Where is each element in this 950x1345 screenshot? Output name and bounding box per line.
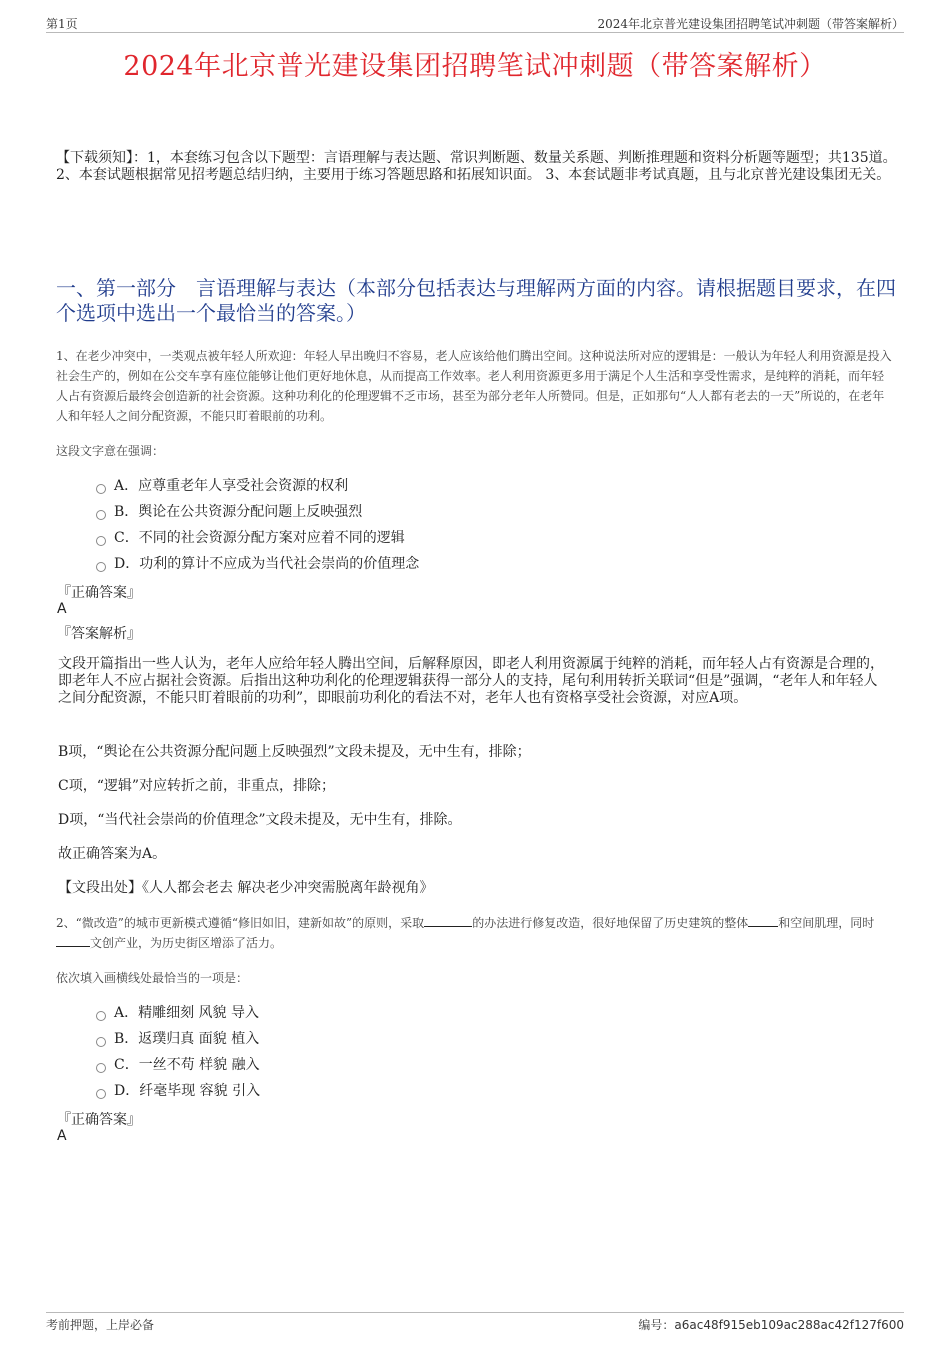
- radio-icon[interactable]: [96, 510, 106, 520]
- fill-blank: [424, 913, 472, 927]
- section-heading: 一、第一部分 言语理解与表达（本部分包括表达与理解两方面的内容。请根据题目要求，在四个选项中选出一个最恰当的答案。）: [56, 276, 896, 325]
- analysis-label: 『答案解析』: [57, 626, 141, 642]
- document-code: [638, 1316, 904, 1333]
- correct-answer: A: [57, 1128, 67, 1144]
- question-2-passage: [56, 913, 894, 953]
- question-1-passage: 1、在老少冲突中，一类观点被年轻人所欢迎：年轻人早出晚归不容易，老人应该给他们腾出空间。这种说法所对应的逻辑是：一般认为年轻人利用资源是投入社会生产的，例如在公交车享有座位能够让他们更好地休息，从而提高工作效率。老人利用资源更多用于满足个人生活和享受性需求，是纯粹的消耗，而年轻人占有资源后最终会创造新的社会资源。这种功利化的伦理逻辑不乏市场，甚至为部分老年人所赞同。但是，正如那句“人人都有老去的一天”所说的，在老年人和年轻人之间分配资源，不能只盯着眼前的功利。: [56, 349, 892, 423]
- radio-icon[interactable]: [96, 484, 106, 494]
- footer-slogan: 考前押题，上岸必备: [46, 1318, 155, 1332]
- option-label: D．功利的算计不应成为当代社会崇尚的价值理念: [114, 556, 420, 572]
- radio-icon[interactable]: [96, 1037, 106, 1047]
- passage-text: 和空间肌理，同时: [778, 916, 875, 930]
- fill-blank: [56, 933, 90, 947]
- header-doc-title: 2024年北京普光建设集团招聘笔试冲刺题（带答案解析）: [597, 17, 904, 31]
- correct-answer-label: 『正确答案』: [57, 585, 141, 601]
- option-label: A．应尊重老年人享受社会资源的权利: [114, 478, 349, 494]
- passage-text: 文创产业，为历史街区增添了活力。: [90, 936, 283, 950]
- radio-icon[interactable]: [96, 562, 106, 572]
- radio-icon[interactable]: [96, 1011, 106, 1021]
- analysis-paragraph-b: B项，“舆论在公共资源分配问题上反映强烈”文段未提及，无中生有，排除；: [58, 744, 531, 760]
- radio-icon[interactable]: [96, 1063, 106, 1073]
- option-label: B．舆论在公共资源分配问题上反映强烈: [114, 504, 363, 520]
- question-1-prompt: 这段文字意在强调：: [56, 444, 165, 458]
- analysis-paragraph-c: C项，“逻辑”对应转折之前，非重点，排除；: [58, 778, 336, 794]
- correct-answer: A: [57, 601, 67, 617]
- correct-answer-label: 『正确答案』: [57, 1112, 141, 1128]
- analysis-paragraph-1: 文段开篇指出一些人认为，老年人应给年轻人腾出空间，后解释原因，即老人利用资源属于纯粹的消耗，而年轻人占有资源是合理的，即老年人不应占据社会资源。后指出这种功利化的伦理逻辑获得一部分人的支持，尾句利用转折关联词“但是”强调，“老年人和年轻人之间分配资源，不能只盯着眼前的功利”，即眼前功利化的看法不对，老年人也有资格享受社会资源，对应A项。: [58, 656, 884, 706]
- download-notice: 【下载须知】：1，本套练习包含以下题型：言语理解与表达题、常识判断题、数量关系题、判断推理题和资料分析题等题型；共135道。 2、本套试题根据常见招考题总结归纳，主要用于练习答题思路和拓展知识面。 3、本套试题非考试真题，且与北京普光建设集团无关。: [56, 150, 897, 183]
- option-label: A．精雕细刻 风貌 导入: [114, 1005, 260, 1021]
- page-title: 2024年北京普光建设集团招聘笔试冲刺题（带答案解析）: [123, 51, 827, 82]
- page-number: 第1页: [46, 17, 78, 31]
- fill-blank: [748, 913, 778, 927]
- option-label: C．一丝不苟 样貌 融入: [114, 1057, 260, 1073]
- option-label: D．纤毫毕现 容貌 引入: [114, 1083, 261, 1099]
- radio-icon[interactable]: [96, 536, 106, 546]
- option-label: B．返璞归真 面貌 植入: [114, 1031, 260, 1047]
- passage-source: 【文段出处】《人人都会老去 解决老少冲突需脱离年龄视角》: [58, 880, 434, 896]
- analysis-paragraph-d: D项，“当代社会崇尚的价值理念”文段未提及，无中生有，排除。: [58, 812, 462, 828]
- passage-text: 的办法进行修复改造，很好地保留了历史建筑的整体: [472, 916, 749, 930]
- code-label: 编号：: [638, 1318, 675, 1332]
- page-header: [46, 14, 904, 33]
- page-footer: [46, 1312, 904, 1331]
- code-value: a6ac48f915eb109ac288ac42f127f600: [674, 1318, 904, 1332]
- option-label: C．不同的社会资源分配方案对应着不同的逻辑: [114, 530, 405, 546]
- passage-text: 2、“微改造”的城市更新模式遵循“修旧如旧，建新如故”的原则，采取: [56, 916, 425, 930]
- radio-icon[interactable]: [96, 1089, 106, 1099]
- analysis-conclusion: 故正确答案为A。: [58, 846, 167, 862]
- question-2-prompt: 依次填入画横线处最恰当的一项是：: [56, 971, 249, 985]
